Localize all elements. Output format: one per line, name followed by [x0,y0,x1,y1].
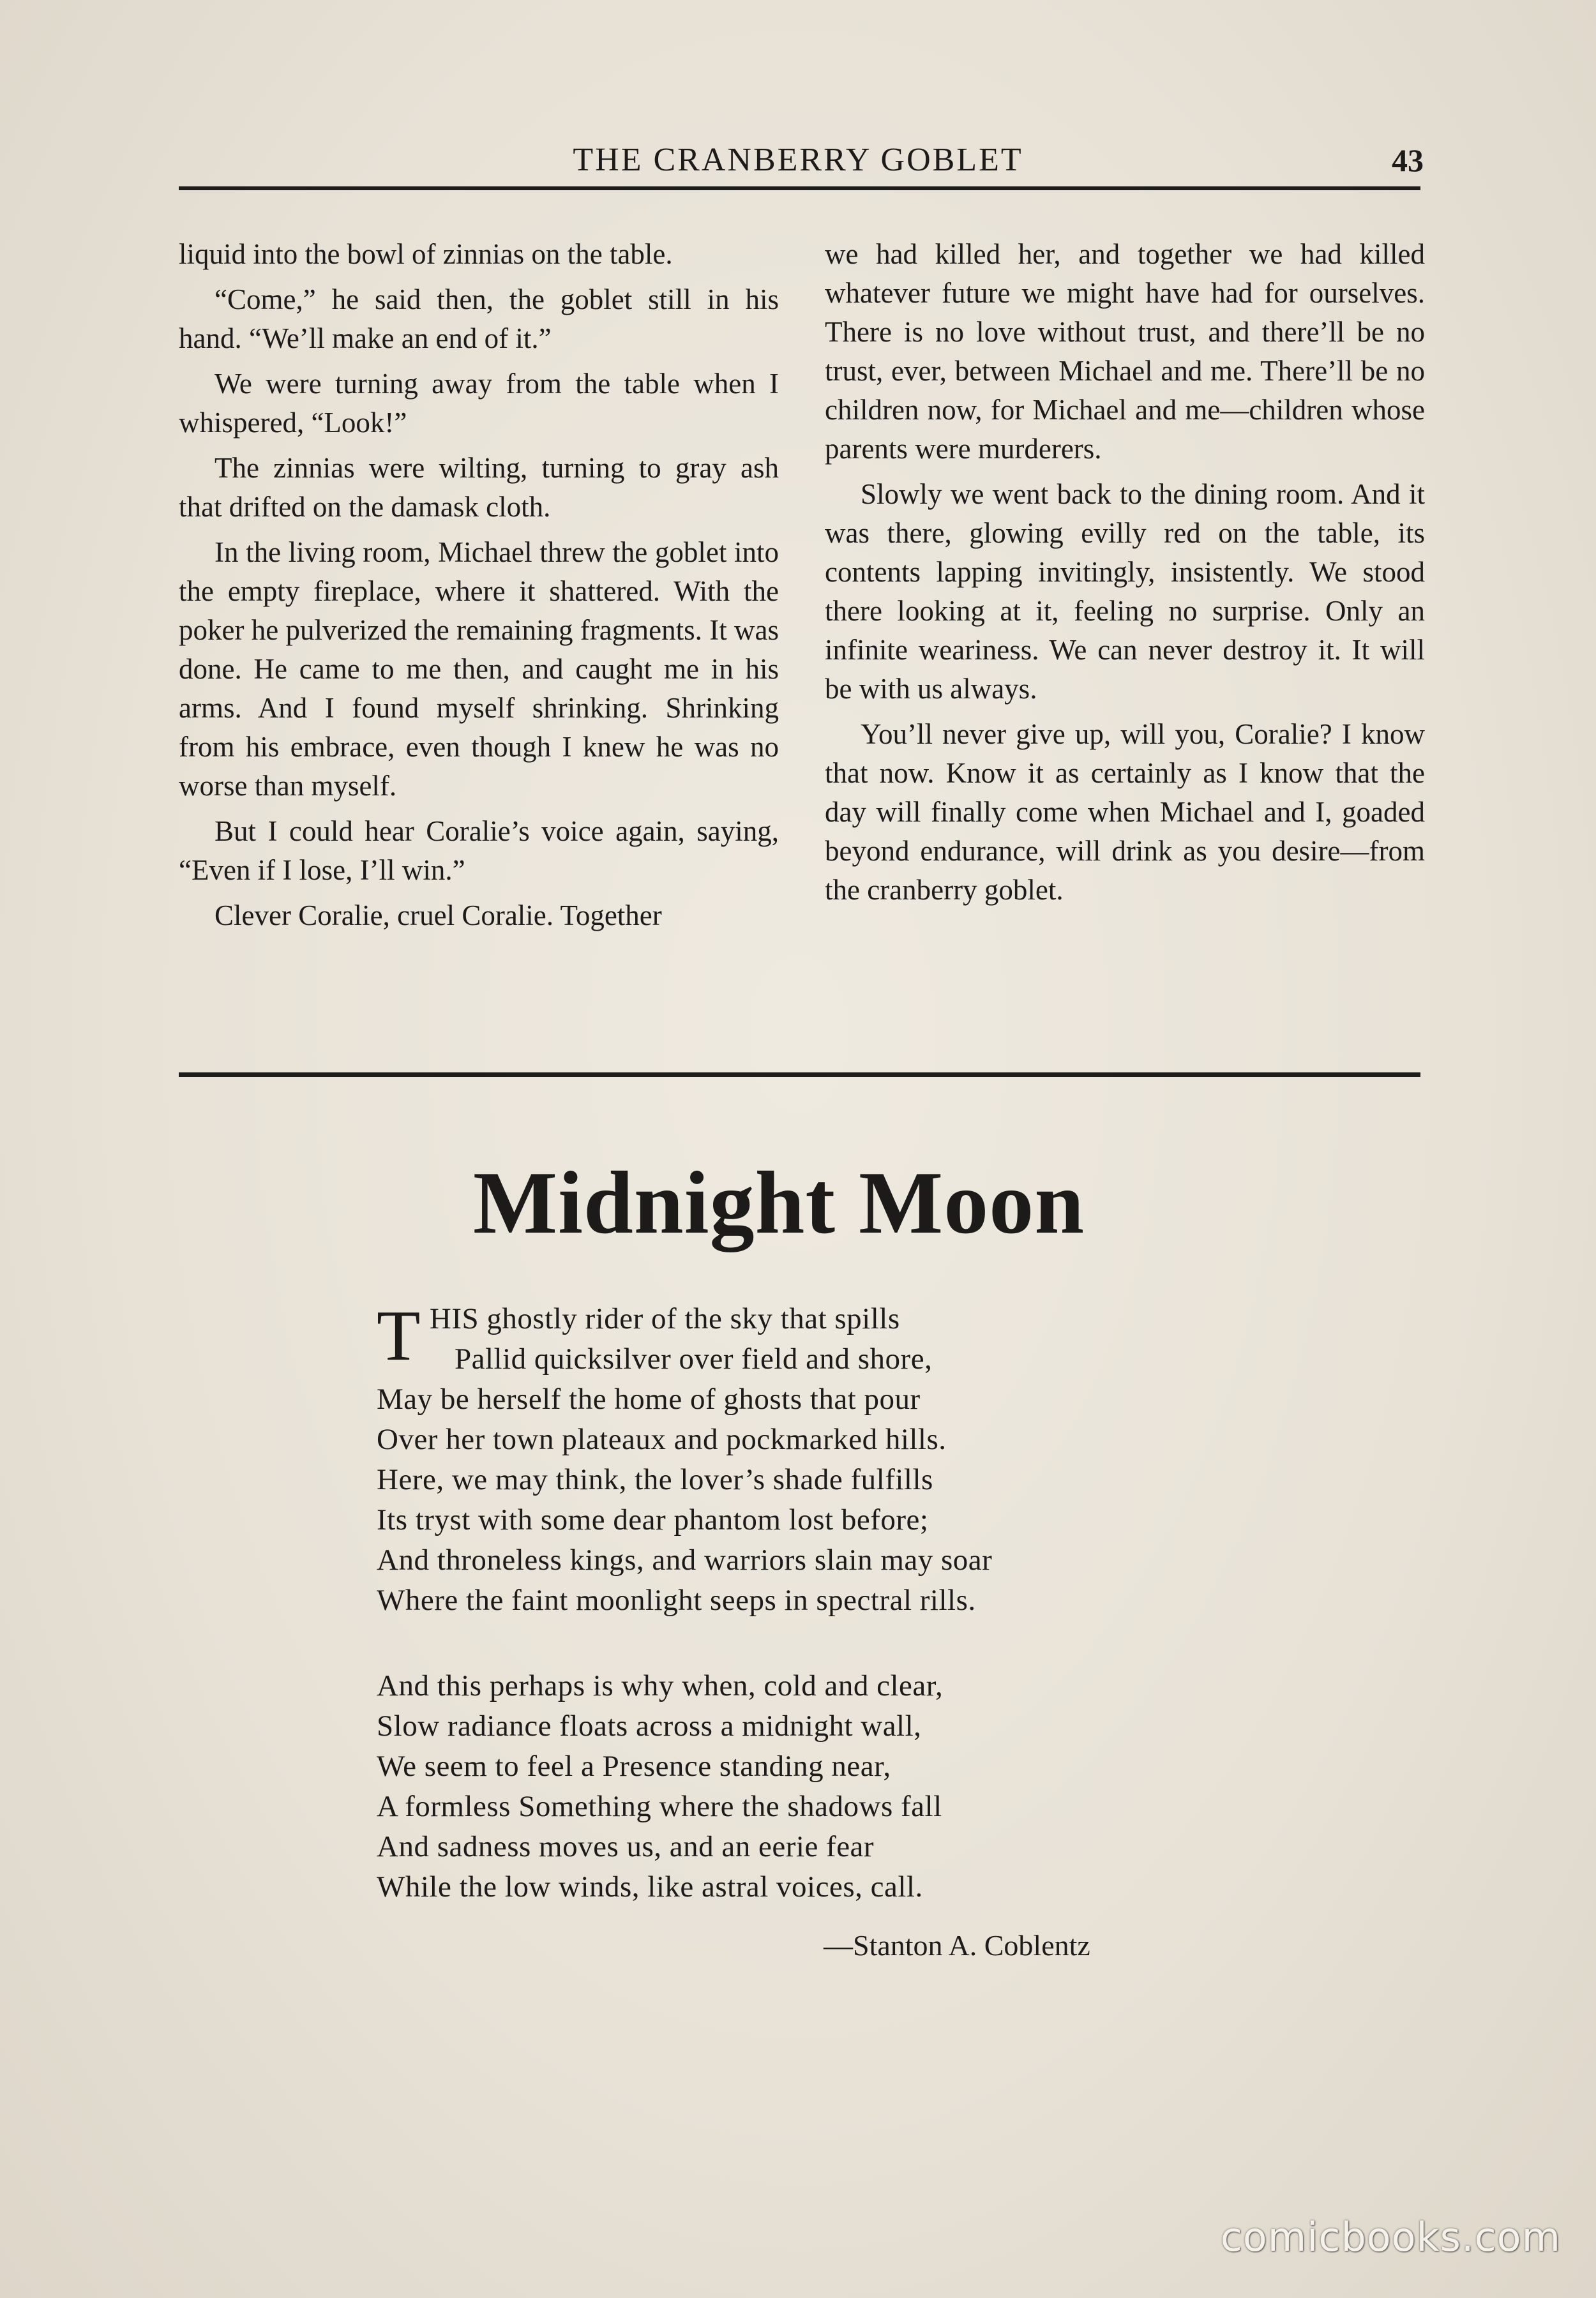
poem-stanza-1 [377,1296,1207,1621]
story-right-column [825,235,1425,916]
story-paragraph: liquid into the bowl of zinnias on the table. [179,238,673,270]
running-header: THE CRANBERRY GOBLET [573,142,1023,178]
poem-body [377,1296,1207,1953]
poem-line: Where the faint moonlight seeps in spectral rills. [377,1584,976,1617]
poem-line: A formless Something where the shadows fall [377,1790,942,1823]
watermark: comicbooks.com [1220,2214,1561,2260]
poem-byline: —Stanton A. Coblentz [824,1929,1090,1962]
poem-line: And sadness moves us, and an eerie fear [377,1830,875,1863]
header-rule [179,186,1420,190]
story-paragraph: Slowly we went back to the dining room. And it was there, glowing evilly red on the table, its contents lapping invitingly, insistently. We stood there looking at it, feeling no surprise. Only an infinite weariness. We can never destroy it. It will be with us always. [825,478,1425,705]
poem-stanza-2 [377,1666,1207,1907]
section-divider [179,1072,1420,1077]
poem-line: Slow radiance floats across a midnight wall, [377,1709,922,1743]
drop-cap: T [377,1296,421,1376]
story-paragraph: we had killed her, and together we had killed whatever future we might have had for ourselves. There is no love without trust, and there’ll be no trust, ever, between Michael and me. There’ll be no children now, for Michael and me—children whose parents were murderers. [825,238,1425,465]
poem-line: May be herself the home of ghosts that pour [377,1383,921,1416]
poem-line: Here, we may think, the lover’s shade fulfills [377,1463,933,1496]
story-paragraph: Clever Coralie, cruel Coralie. Together [215,899,662,931]
story-paragraph: The zinnias were wilting, turning to gray ash that drifted on the damask cloth. [179,452,779,523]
story-paragraph: In the living room, Michael threw the goblet into the empty fireplace, where it shattered. With the poker he pulverized the remaining fragments. It was done. He came to me then, and caught me in his arms. And I found myself shrinking. Shrinking from his embrace, even though I knew he was no worse than myself. [179,536,779,802]
story-paragraph: We were turning away from the table when I whispered, “Look!” [179,368,779,439]
poem-line: HIS ghostly rider of the sky that spills [429,1302,900,1335]
poem-line: Its tryst with some dear phantom lost before; [377,1503,929,1536]
poem-line: Over her town plateaux and pockmarked hills. [377,1423,947,1456]
story-paragraph: You’ll never give up, will you, Coralie? I know that now. Know it as certainly as I know that the day will finally come when Michael and I, goaded beyond endurance, will drink as you desire—from the cranberry goblet. [825,718,1425,906]
poem-title: Midnight Moon [472,1153,1085,1252]
story-paragraph: But I could hear Coralie’s voice again, saying, “Even if I lose, I’ll win.” [179,815,779,886]
poem-line: And this perhaps is why when, cold and clear, [377,1669,944,1702]
poem-line: Pallid quicksilver over field and shore, [455,1342,933,1376]
story-paragraph: “Come,” he said then, the goblet still in his hand. “We’ll make an end of it.” [179,283,779,354]
story-left-column [179,235,779,942]
poem-line: While the low winds, like astral voices, call. [377,1870,923,1904]
poem-line: And throneless kings, and warriors slain may soar [377,1543,993,1577]
poem-line: We seem to feel a Presence standing near, [377,1750,891,1783]
page-number: 43 [1392,142,1424,178]
